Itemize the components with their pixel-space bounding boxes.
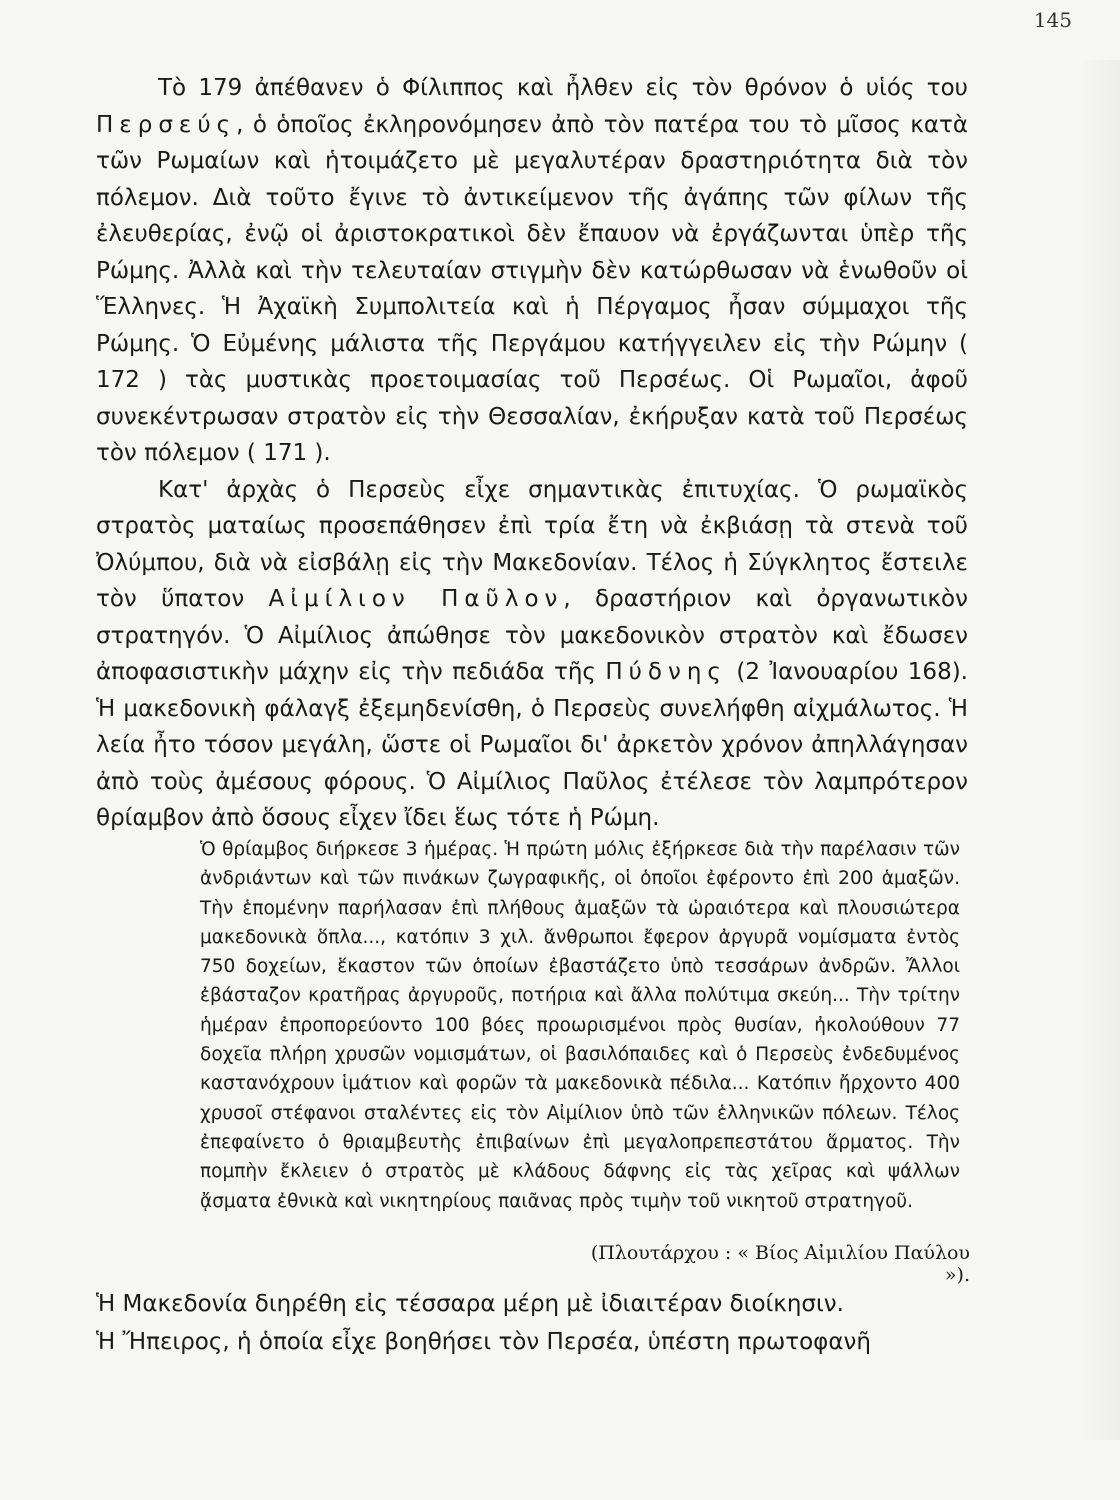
quote-source: (Πλουτάρχου : « Βίος Αἰμιλίου Παύλου »). [590,1242,970,1286]
paragraph-1-part-2: , ὁ ὁποῖος ἐκληρονόμησεν ἀπὸ τὸν πατέρα του τὸ μῖσος κατὰ τῶν Ρωμαίων καὶ ἡτοιμάζετο μὲ μεγαλυτέραν δραστηριότητα διὰ τὸν πόλεμον. Διὰ τοῦτο ἔγινε τὸ ἀντικείμενον τῆς ἀγάπης τῶν φίλων τῆς ἐλευθερίας, ἐνῷ οἱ ἀριστοκρατικοὶ δὲν ἔπαυον νὰ ἐργάζωνται ὑπὲρ τῆς Ρώμης. Ἀλλὰ καὶ τὴν τελευταίαν στιγμὴν δὲν κατώρθωσαν νὰ ἑνωθοῦν οἱ Ἕλληνες. Ἡ Ἀχαϊκὴ Συμπολιτεία καὶ ἡ Πέργαμος ἦσαν σύμμαχοι τῆς Ρώμης. Ὁ Εὐμένης μάλιστα τῆς Περγάμου κατήγγειλεν εἰς τὴν Ρώμην ( 172 ) τὰς μυστικὰς προετοιμασίας τοῦ Περσέως. Οἱ Ρωμαῖοι, ἀφοῦ συνεκέντρωσαν στρατὸν εἰς τὴν Θεσσαλίαν, ἐκήρυξαν κατὰ τοῦ Περσέως τὸν πόλεμον ( 171 ). [96,111,968,466]
paragraph-2-part-2: , δραστήριον καὶ ὀργανωτικὸν στρατηγόν. Ὁ Αἰμίλιος ἀπώθησε τὸν μακεδονικὸν στρατὸν καὶ ἔδωσεν ἀποφασιστικὴν μάχην εἰς τὴν πεδιάδα τῆς [96,586,968,685]
closing-line-1: Ἡ Μακεδονία διηρέθη εἰς τέσσαρα μέρη μὲ ἰδιαιτέραν διοίκησιν. [96,1291,844,1317]
name-perseus: Περσεύς [96,111,237,138]
name-aemilius: Αἰμίλιον Παῦλον [268,586,564,612]
paragraph-1 [96,70,968,472]
paragraph-2-part-1: Κατ' ἀρχὰς ὁ Περσεὺς εἶχε σημαντικὰς ἐπιτυχίας. Ὁ ρωμαϊκὸς στρατὸς ματαίως προσεπάθησεν ἐπὶ τρία ἔτη νὰ ἐκβιάσῃ τὰ στενὰ τοῦ Ὀλύμπου, διὰ νὰ εἰσβάλῃ εἰς τὴν Μακεδονίαν. Τέλος ἡ Σύγκλητος ἔστειλε τὸν ὕπατον [96,476,968,612]
page-number: 145 [1033,8,1072,32]
closing-line-2: Ἡ Ἤπειρος, ἡ ὁποία εἶχε βοηθήσει τὸν Περσέα, ὑπέστη πρωτοφανῆ [96,1329,871,1355]
plutarch-quote [200,835,960,1216]
paragraph-1-part-1: Τὸ 179 ἀπέθανεν ὁ Φίλιππος καὶ ἦλθεν εἰς τὸν θρόνον ὁ υἱός του [158,75,968,101]
page-edge-shadow [1080,60,1120,1440]
paragraph-2-part-3: (2 Ἰανουαρίου 168). Ἡ μακεδονικὴ φάλαγξ ἐξεμηδενίσθη, ὁ Περσεὺς συνελήφθη αἰχμάλωτος. Ἡ λεία ἦτο τόσον μεγάλη, ὥστε οἱ Ρωμαῖοι δι' ἀρκετὸν χρόνον ἀπηλλάγησαν ἀπὸ τοὺς ἀμέσους φόρους. Ὁ Αἰμίλιος Παῦλος ἐτέλεσε τὸν λαμπρότερον θρίαμβον ἀπὸ ὅσους εἶχεν ἴδει ἕως τότε ἡ Ρώμη. [96,659,968,831]
name-pydna: Πύδνης [605,659,727,685]
closing-text [96,1285,968,1361]
main-text [96,70,968,837]
quote-text: Ὁ θρίαμβος διήρκεσε 3 ἡμέρας. Ἡ πρώτη μόλις ἐξήρκεσε διὰ τὴν παρέλασιν τῶν ἀνδριάντων καὶ τῶν πινάκων ζωγραφικῆς, οἱ ὁποῖοι ἐφέροντο ἐπὶ 200 ἁμαξῶν. Τὴν ἑπομένην παρήλασαν ἐπὶ πλήθους ἁμαξῶν τὰ ὡραιότερα καὶ πλουσιώτερα μακεδονικὰ ὅπλα..., κατόπιν 3 χιλ. ἄνθρωποι ἔφερον ἀργυρᾶ νομίσματα ἐντὸς 750 δοχείων, ἕκαστον τῶν ὁποίων ἐβαστάζετο ὑπὸ τεσσάρων ἀνδρῶν. Ἄλλοι ἐβάσταζον κρατῆρας ἀργυροῦς, ποτήρια καὶ ἄλλα πολύτιμα σκεύη... Τὴν τρίτην ἡμέραν ἐπροπορεύοντο 100 βόες προωρισμένοι πρὸς θυσίαν, ἠκολούθουν 77 δοχεῖα πλήρη χρυσῶν νομισμάτων, οἱ βασιλόπαιδες καὶ ὁ Περσεὺς ἐνδεδυμένος καστανόχρουν ἱμάτιον καὶ φορῶν τὰ μακεδονικὰ πέδιλα... Κατόπιν ἤρχοντο 400 χρυσοῖ στέφανοι σταλέντες εἰς τὸν Αἰμίλιον ὑπὸ τῶν ἑλληνικῶν πόλεων. Τέλος ἐπεφαίνετο ὁ θριαμβευτὴς ἐπιβαίνων ἐπὶ μεγαλοπρεπεστάτου ἅρματος. Τὴν πομπὴν ἔκλειεν ὁ στρατὸς μὲ κλάδους δάφνης εἰς τὰς χεῖρας καὶ ψάλλων ᾄσματα ἐθνικὰ καὶ νικητηρίους παιᾶνας πρὸς τιμὴν τοῦ νικητοῦ στρατηγοῦ. [200,839,960,1212]
paragraph-2 [96,472,968,837]
